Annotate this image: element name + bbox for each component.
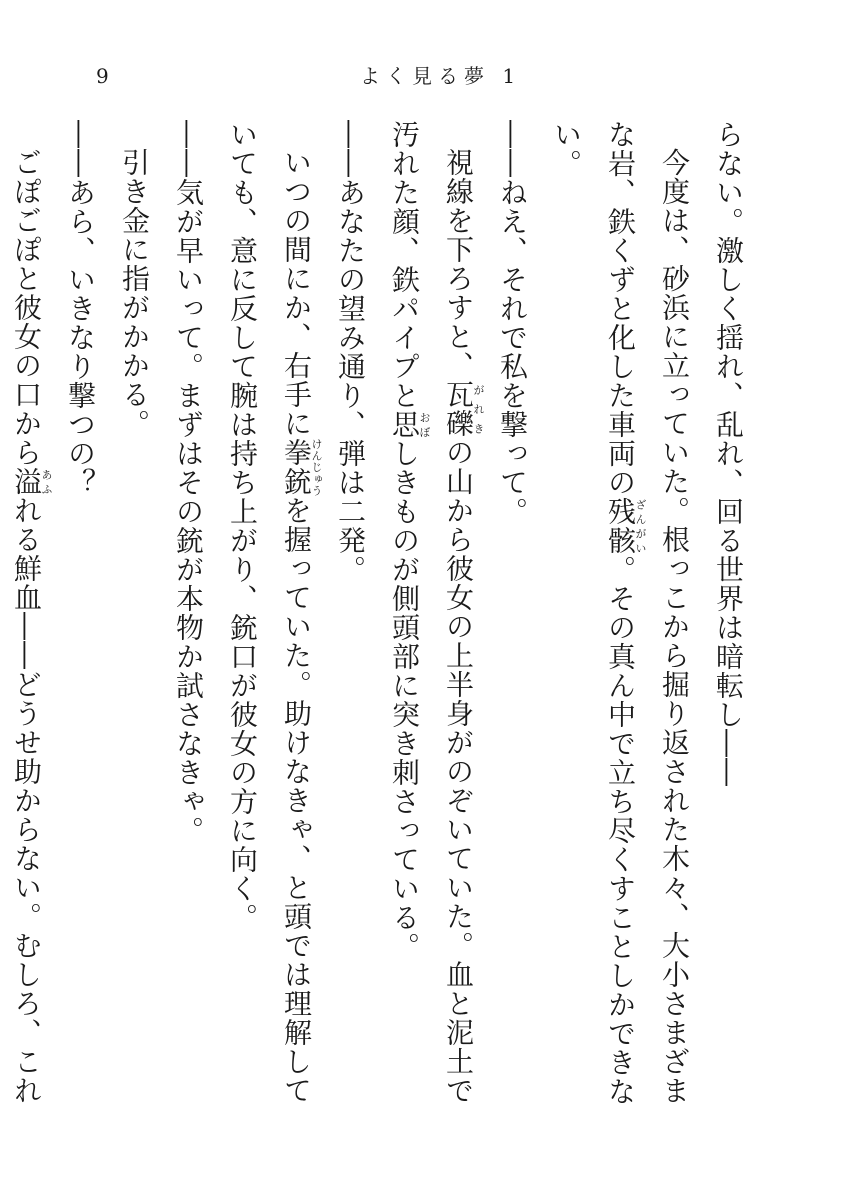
ruby-obo [388,410,431,439]
paragraph-3-text: ――ねえ、それで私を撃って。 [496,120,529,526]
ruby-kenju-base: 拳銃 [280,438,313,496]
paragraph-4-text-c: しきものが側頭部に突き刺さっている。 [388,439,421,961]
ruby-zangai [604,497,647,555]
paragraph-6 [215,120,323,1110]
ruby-obo-reading: おぼ [418,410,431,439]
paragraph-9 [53,120,107,1110]
paragraph-8-text: 引き金に指がかかる。 [118,148,151,438]
paragraph-4-text-a: 視線を下ろすと、 [442,148,475,380]
ruby-gareki [442,380,485,438]
ruby-afu-base: 溢 [10,467,43,496]
paragraph-1-text: らない。激しく揺れ、乱れ、回る世界は暗転し―― [712,120,745,787]
paragraph-9-text: ――あら、いきなり撃つの？ [64,120,97,497]
paragraph-8 [107,120,161,1110]
ruby-gareki-reading: がれき [472,380,485,438]
paragraph-4-text-b: の山から彼女の上半身がのぞいていた。血と泥土で汚れた顔、鉄パイプと [388,120,475,1105]
page-number: 9 [96,64,109,88]
paragraph-5 [323,120,377,1110]
ruby-afu-reading: あふ [40,467,53,496]
ruby-zangai-reading: ざんがい [634,497,647,555]
ruby-kenju-reading: けんじゅう [310,438,323,496]
paragraph-1 [701,120,755,1110]
paragraph-2 [539,120,701,1110]
paragraph-5-text: ――あなたの望み通り、弾は二発。 [334,120,367,584]
paragraph-4 [377,120,485,1110]
running-header-title: よく見る夢 1 [360,64,522,88]
ruby-obo-base: 思 [388,410,421,439]
paragraph-6-text-b: を握っていた。助けなきゃ、と頭では理解していても、意に反して腕は持ち上がり、銃口が彼女の方に向く。 [226,120,313,1105]
paragraph-10-text-a: ごぽごぽと彼女の口から [10,148,43,467]
ruby-kenju [280,438,323,496]
paragraph-7 [161,120,215,1110]
paragraph-10-text-b: れる鮮血――どうせ助からない。むしろ、これ [10,496,43,1105]
paragraph-2-text-a: 今度は、砂浜に立っていた。根っこから掘り返された木々、大小さまざまな岩、鉄くずと化した車両の [604,120,691,1105]
ruby-gareki-base: 瓦礫 [442,380,475,438]
paragraph-3 [485,120,539,1110]
paragraph-6-text-a: いつの間にか、右手に [280,148,313,438]
ruby-afu [10,467,53,496]
paragraph-7-text: ――気が早いって。まずはその銃が本物か試さなきゃ。 [172,120,205,845]
paragraph-10 [0,120,53,1110]
paragraph-2-text-b: 。その真ん中で立ち尽くすことしかできない。 [550,120,637,1106]
body-text [0,120,755,1110]
ruby-zangai-base: 残骸 [604,497,637,555]
